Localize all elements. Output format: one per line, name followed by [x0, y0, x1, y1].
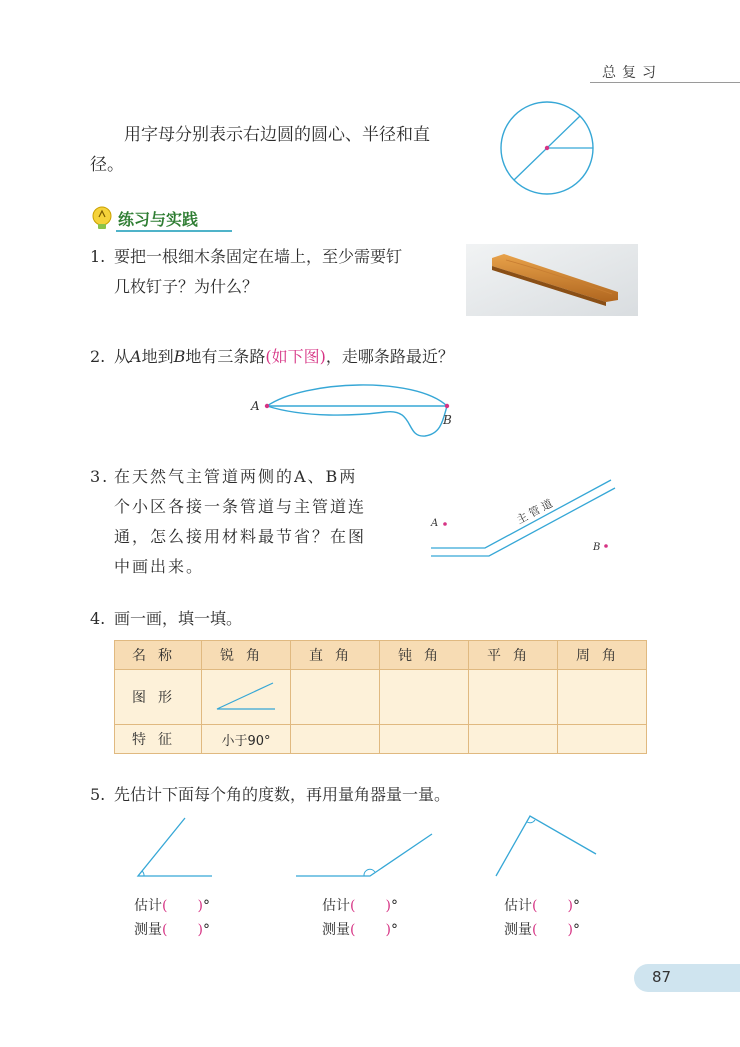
degree-sign: °	[202, 898, 210, 914]
estimate-group-1	[134, 894, 210, 942]
question-text: ，走哪条路最近？	[325, 347, 454, 366]
table-row-label: 特征	[115, 725, 202, 754]
table-header-cell: 锐角	[202, 641, 291, 670]
section-underline	[116, 230, 232, 232]
question-text: 个小区各接一条管道与主管道连	[114, 497, 367, 516]
measure-label: 测量	[504, 922, 532, 938]
angle-figure-2	[292, 826, 442, 882]
degree-sign: °	[572, 922, 580, 938]
question-1	[90, 242, 450, 302]
estimate-group-2	[322, 894, 398, 942]
pipe-label: 主管道	[514, 495, 558, 527]
question-4	[90, 604, 390, 634]
estimate-label: 估计	[322, 898, 350, 914]
paren-close: )	[567, 922, 573, 938]
paren-close: )	[567, 898, 573, 914]
wood-strip-image	[466, 244, 638, 316]
paren-open: (	[350, 898, 356, 914]
table-header-cell: 钝角	[380, 641, 469, 670]
question-number: 5.	[90, 785, 106, 804]
question-text: 画一画，填一填。	[114, 609, 243, 628]
estimate-label: 估计	[134, 898, 162, 914]
pipe-point-b: B	[593, 542, 601, 553]
table-header-cell: 周角	[558, 641, 647, 670]
degree-sign: °	[390, 898, 398, 914]
section-label: 练习与实践	[118, 210, 199, 229]
question-number: 1.	[90, 247, 106, 266]
degree-sign: °	[572, 898, 580, 914]
estimate-group-3	[504, 894, 580, 942]
pipeline-figure	[425, 470, 625, 570]
page-number: 87	[652, 968, 672, 986]
table-cell-blank[interactable]	[380, 725, 469, 754]
question-text: 要把一根细木条固定在墙上，至少需要钉	[114, 247, 403, 266]
estimate-label: 估计	[504, 898, 532, 914]
path-label-a: A	[251, 399, 260, 413]
table-cell-blank[interactable]	[469, 670, 558, 725]
table-cell-blank[interactable]	[469, 725, 558, 754]
question-number: 3.	[90, 467, 110, 486]
angle-figure-3	[490, 810, 600, 880]
intro-text: 用字母分别表示右边圆的圆心、半径和直径。	[90, 125, 430, 175]
acute-angle-figure	[202, 670, 291, 725]
table-cell-blank[interactable]	[380, 670, 469, 725]
question-text: 中画出来。	[114, 557, 205, 576]
table-header-cell: 直角	[291, 641, 380, 670]
question-text: 几枚钉子？为什么？	[114, 277, 259, 296]
paren-open: (	[162, 898, 168, 914]
point-a-label: A	[130, 347, 142, 366]
table-header-cell: 平角	[469, 641, 558, 670]
table-cell-blank[interactable]	[558, 670, 647, 725]
paren-open: (	[532, 922, 538, 938]
pipe-point-a: A	[431, 518, 439, 529]
chapter-title: 总复习	[602, 65, 662, 81]
measure-label: 测量	[134, 922, 162, 938]
question-text: 通，怎么接用材料最节省？在图	[114, 527, 367, 546]
header-rule	[590, 82, 740, 83]
path-label-b: B	[443, 413, 452, 427]
acute-feature: 小于90°	[202, 725, 291, 754]
question-text: 在天然气主管道两侧的A、B两	[114, 467, 358, 486]
paren-open: (	[162, 922, 168, 938]
question-text: 地到	[141, 347, 174, 366]
question-3	[90, 462, 400, 582]
question-text: 从	[114, 347, 131, 366]
paren-close: )	[385, 898, 391, 914]
question-text: 先估计下面每个角的度数，再用量角器量一量。	[114, 785, 451, 804]
table-header-row	[115, 641, 647, 670]
figure-reference: (如下图)	[265, 347, 326, 366]
question-2	[90, 342, 550, 372]
section-heading	[90, 204, 240, 234]
table-row	[115, 725, 647, 754]
table-cell-blank[interactable]	[291, 725, 380, 754]
acute-angle-icon	[211, 675, 281, 715]
table-header-cell: 名称	[115, 641, 202, 670]
paren-close: )	[197, 898, 203, 914]
table-cell-blank[interactable]	[291, 670, 380, 725]
paths-figure	[245, 372, 475, 444]
angle-figure-1	[130, 812, 220, 882]
point-b-label: B	[173, 347, 186, 366]
degree-sign: °	[390, 922, 398, 938]
degree-sign: °	[202, 922, 210, 938]
question-text: 地有三条路	[185, 347, 266, 366]
paren-open: (	[350, 922, 356, 938]
paren-close: )	[385, 922, 391, 938]
question-number: 4.	[90, 609, 106, 628]
table-cell-blank[interactable]	[558, 725, 647, 754]
page-number-tab	[634, 964, 740, 992]
question-number: 2.	[90, 347, 106, 366]
measure-label: 测量	[322, 922, 350, 938]
circle-figure	[495, 100, 605, 200]
paren-close: )	[197, 922, 203, 938]
lightbulb-icon	[90, 204, 114, 232]
table-row-label: 图形	[115, 670, 202, 725]
table-row	[115, 670, 647, 725]
paren-open: (	[532, 898, 538, 914]
angle-table	[114, 640, 647, 754]
question-5	[90, 780, 550, 810]
